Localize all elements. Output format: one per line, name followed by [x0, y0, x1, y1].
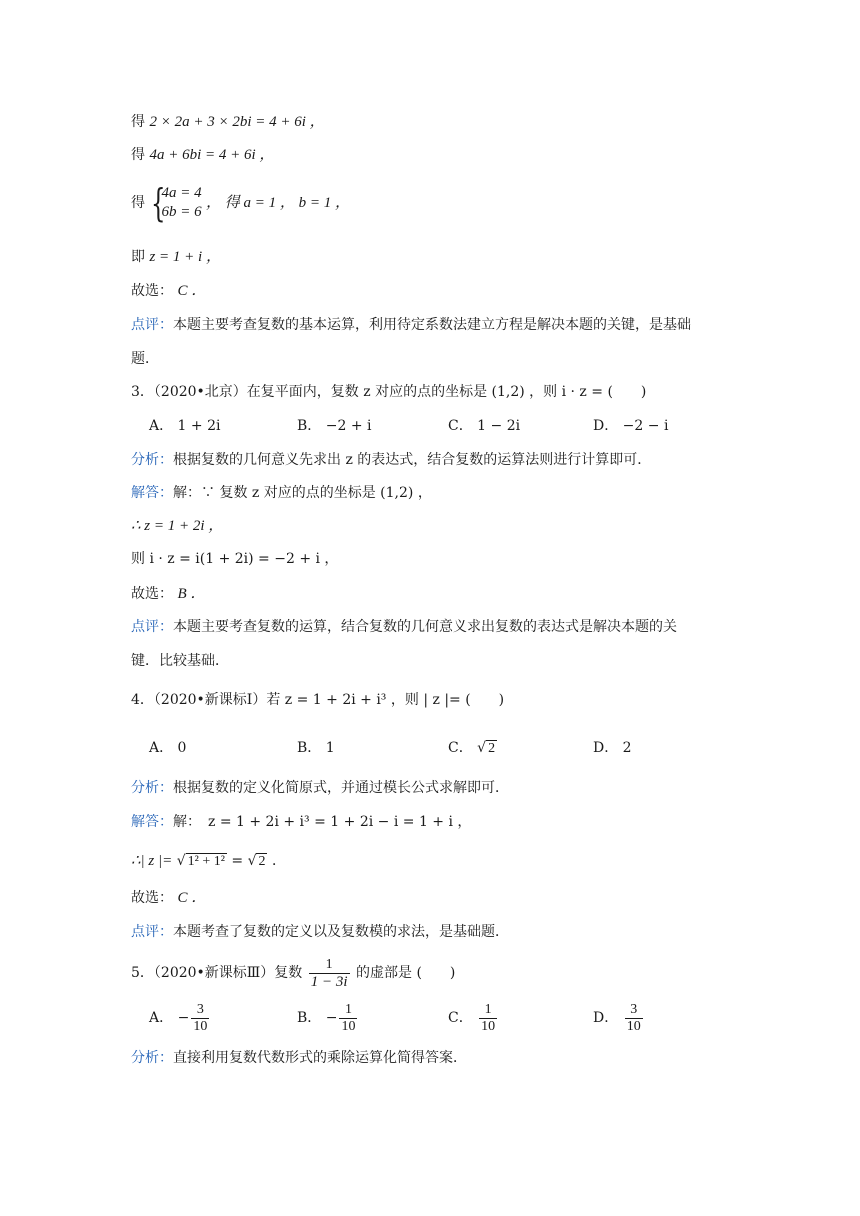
math-expression: 则 i · z = i(1 + 2i) = −2 + i ， [131, 551, 339, 567]
step-line-3 [131, 183, 350, 223]
numerator: 1 [479, 1002, 497, 1019]
period: ． [271, 853, 286, 869]
question-5-stem [131, 955, 455, 991]
q3-option-c [448, 416, 520, 436]
text-prefix: 即 [131, 249, 145, 265]
option-text: B． −2 + i [297, 418, 372, 434]
q3-solution [131, 483, 432, 503]
question-stem-text: 3．（2020•北京）在复平面内，复数 z 对应的点的坐标是 (1,2) ，则 i · z = ( ) [131, 384, 647, 400]
question-3-stem [131, 382, 646, 402]
math-expression: ∴| z |= [131, 853, 173, 869]
q4-answer [131, 888, 206, 908]
q5-option-c [448, 1000, 499, 1036]
comment-label: 点评： [131, 317, 173, 333]
comment-label: 点评： [131, 619, 173, 635]
numerator: 1 [309, 957, 350, 974]
denominator: 10 [193, 1018, 208, 1034]
option-label: C． [448, 1010, 473, 1026]
answer-value: B ． [177, 586, 206, 602]
q3-comment [131, 617, 677, 637]
system-row-1: 4a = 4 [161, 185, 202, 201]
denominator: 10 [626, 1018, 641, 1034]
minus-sign: − [177, 1010, 190, 1026]
question-4-stem [131, 690, 504, 710]
q3-step-1 [131, 516, 223, 536]
math-expression: 2 × 2a + 3 × 2bi = 4 + 6i ， [149, 114, 325, 130]
option-text: A． 1 + 2i [149, 418, 221, 434]
q4-solution [131, 812, 471, 832]
q3-step-2 [131, 549, 338, 569]
system-row-2: 6b = 6 [161, 204, 202, 220]
comment-text: 本题考查了复数的定义以及复数模的求法，是基础题． [173, 924, 509, 940]
answer-value: C ． [177, 283, 207, 299]
option-label: C． [448, 740, 473, 756]
comment-line [131, 315, 691, 335]
minus-sign: − [325, 1010, 338, 1026]
comment-text: 本题主要考查复数的基本运算，利用待定系数法建立方程是解决本题的关键，是基础 [173, 317, 691, 333]
analysis-text: 直接利用复数代数形式的乘除运算化简得答案． [173, 1050, 467, 1066]
analysis-text: 根据复数的几何意义先求出 z 的表达式，结合复数的运算法则进行计算即可． [173, 452, 652, 468]
equation-system: { 4a = 4 6b = 6 [151, 181, 202, 225]
q4-comment [131, 922, 509, 942]
analysis-label: 分析： [131, 452, 173, 468]
option-text: A． 0 [149, 740, 187, 756]
text-prefix: 得 [131, 195, 145, 211]
question-stem-text: 的虚部是 ( ) [356, 965, 456, 981]
answer-value: C ． [177, 890, 207, 906]
answer-label: 故选： [131, 586, 173, 602]
q3-analysis [131, 450, 651, 470]
q5-option-b [297, 1000, 359, 1036]
option-text: C． 1 − 2i [448, 418, 521, 434]
q4-option-c [448, 738, 497, 759]
comment-text: 本题主要考查复数的运算，结合复数的几何意义求出复数的表达式是解决本题的关 [173, 619, 677, 635]
numerator: 3 [625, 1002, 643, 1019]
option-text: D． −2 − i [593, 418, 669, 434]
denominator: 1 − 3i [310, 973, 348, 990]
solution-label: 解答： [131, 485, 173, 501]
equals-sign: = [231, 853, 244, 869]
analysis-text: 根据复数的定义化简原式，并通过模长公式求解即可． [173, 780, 509, 796]
question-stem-text: 4．（2020•新课标Ⅰ）若 z = 1 + 2i + i³ ，则 | z |= ( ) [131, 692, 505, 708]
option-label: D． [593, 1010, 619, 1026]
q4-option-a [149, 738, 186, 758]
sqrt-expression: √ 2 [247, 853, 266, 869]
q3-option-d [593, 416, 668, 436]
option-text: B． 1 [297, 740, 335, 756]
q3-option-b [297, 416, 371, 436]
step-line-1 [131, 112, 325, 132]
option-label: A． [149, 1010, 174, 1026]
solution-label: 解答： [131, 814, 173, 830]
numerator: 1 [339, 1002, 357, 1019]
math-expression: z = 1 + i ， [149, 249, 221, 265]
sqrt-expression: √ 2 [477, 740, 496, 756]
q3-comment-2 [131, 651, 229, 671]
solution-text: 解： z = 1 + 2i + i³ = 1 + 2i − i = 1 + i ， [173, 814, 472, 830]
solution-text: 解：∵ 复数 z 对应的点的坐标是 (1,2) ， [173, 485, 432, 501]
numerator: 3 [191, 1002, 209, 1019]
comment-text: 题． [131, 351, 159, 367]
option-label: B． [297, 1010, 322, 1026]
step-line-4 [131, 247, 221, 267]
analysis-label: 分析： [131, 780, 173, 796]
comment-text: 键．比较基础． [131, 653, 229, 669]
q5-analysis [131, 1048, 467, 1068]
fraction [191, 1002, 209, 1035]
text-prefix: 得 [131, 147, 145, 163]
analysis-label: 分析： [131, 1050, 173, 1066]
denominator: 10 [481, 1018, 496, 1034]
sqrt-expression: √ 1² + 1² [176, 853, 225, 869]
question-stem-text: 5．（2020•新课标Ⅲ）复数 [131, 965, 303, 981]
q4-step-1 [131, 851, 286, 872]
comment-label: 点评： [131, 924, 173, 940]
q3-option-a [149, 416, 220, 436]
fraction [309, 957, 350, 990]
q5-option-a [149, 1000, 211, 1036]
q3-answer [131, 584, 205, 604]
answer-label: 故选： [131, 890, 173, 906]
radicand: 2 [488, 741, 496, 756]
fraction [479, 1002, 497, 1035]
q5-option-d [593, 1000, 645, 1036]
radicand: 1² + 1² [187, 854, 225, 869]
math-expression: 4a + 6bi = 4 + 6i ， [149, 147, 275, 163]
q4-option-d [593, 738, 632, 758]
answer-label: 故选： [131, 283, 173, 299]
math-expression: ， 得 a = 1 ， b = 1 ， [206, 195, 351, 211]
answer-line [131, 281, 206, 301]
fraction [625, 1002, 643, 1035]
math-expression: ∴ z = 1 + 2i ， [131, 518, 224, 534]
text-prefix: 得 [131, 114, 145, 130]
radicand: 2 [258, 854, 266, 869]
q4-option-b [297, 738, 335, 758]
denominator: 10 [341, 1018, 356, 1034]
option-text: D． 2 [593, 740, 632, 756]
fraction [339, 1002, 357, 1035]
step-line-2 [131, 145, 274, 165]
comment-line-2 [131, 349, 159, 369]
q4-analysis [131, 778, 509, 798]
